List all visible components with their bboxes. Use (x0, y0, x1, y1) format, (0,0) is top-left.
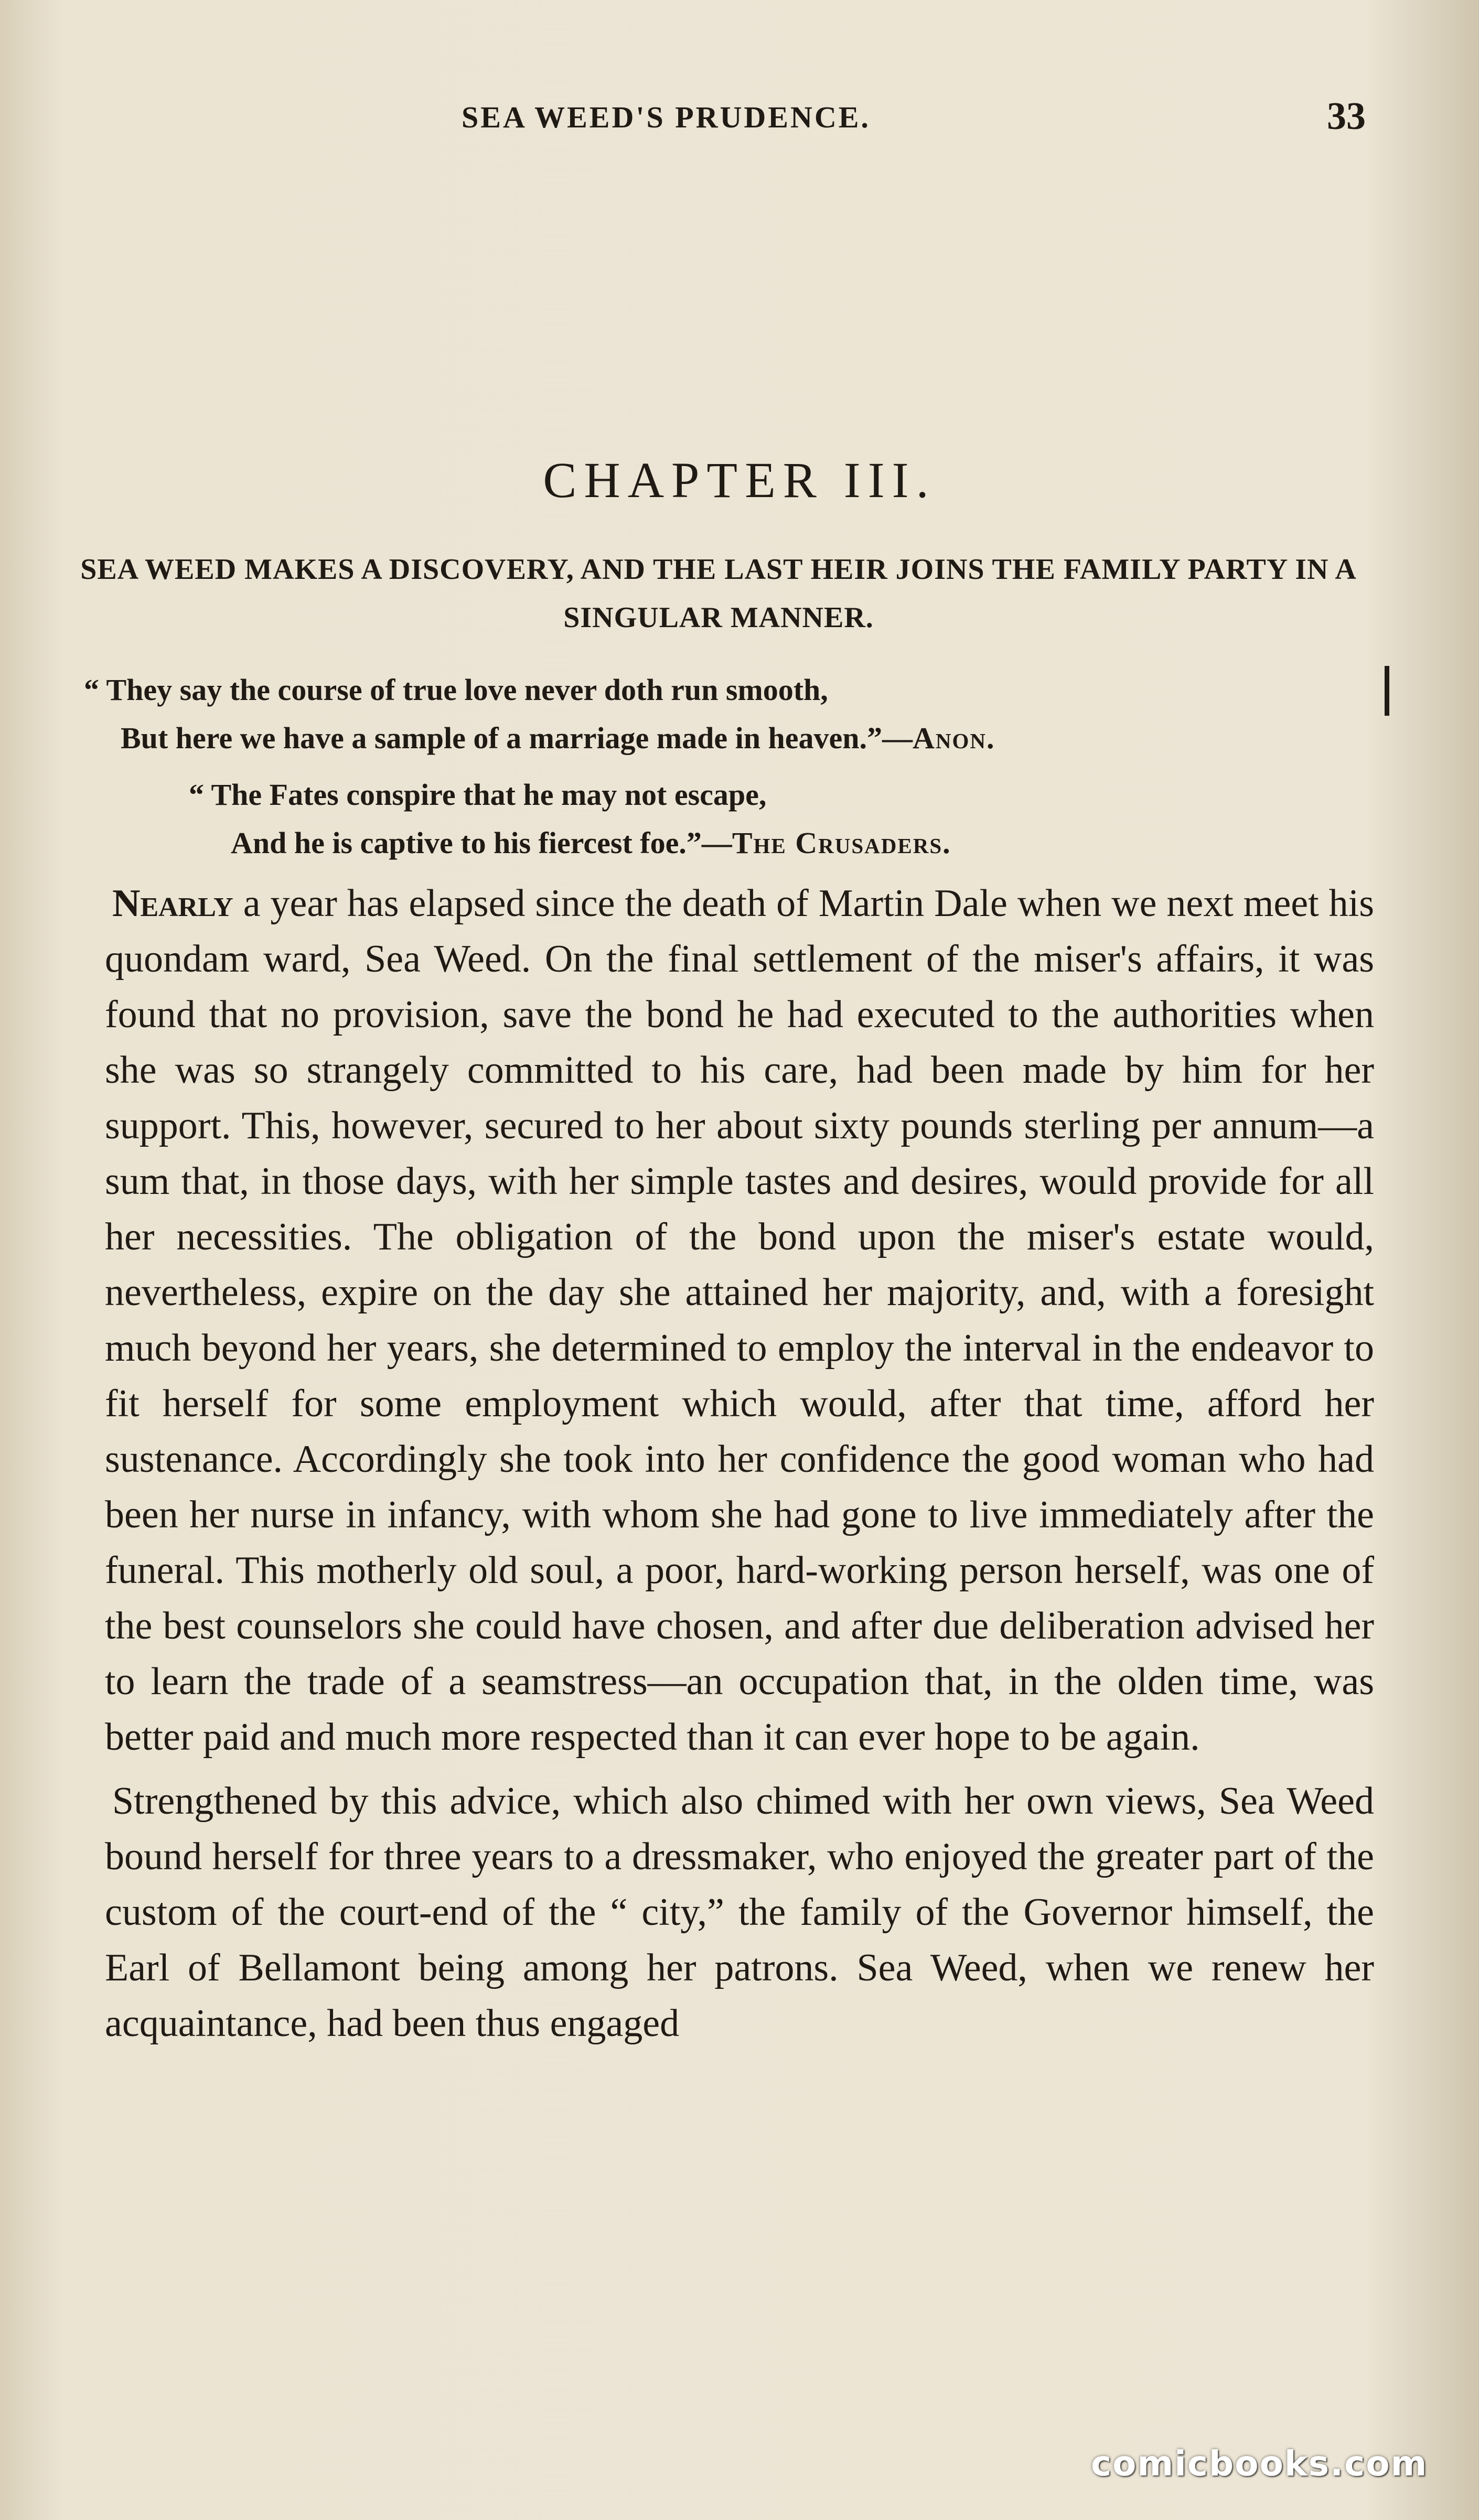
lead-word: Nearly (112, 882, 233, 925)
epigraph-1-line-2 (84, 714, 1395, 762)
epigraph-1 (84, 666, 1395, 762)
paragraph-1-text: a year has elapsed since the death of Martin Dale when we next meet his quondam ward, Sea Weed. On the final settlement of the miser's affairs, it was found that no provision, save the bond he had executed to the authorities when she was so strangely committed to his care, had been made by him for her support. This, however, secured to her about sixty pounds sterling per annum—a sum that, in those days, with her simple tastes and desires, would provide for all her necessities. The obligation of the bond upon the miser's estate would, nevertheless, expire on the day she attained her majority, and, with a foresight much beyond her years, she determined to employ the interval in the endeavor to fit herself for some employment which would, after that time, afford her sustenance. Accordingly she took into her confidence the good woman who had been her nurse in infancy, with whom she had gone to live immediately after the funeral. This motherly old soul, a poor, hard-working person herself, was one of the best counselors she could have chosen, and after due deliberation advised her to learn the trade of a seamstress—an occupation that, in the olden time, was better paid and much more respected than it can ever hope to be again. (105, 882, 1374, 1759)
epigraph-2-line-2 (189, 819, 1395, 867)
epigraph-2-line-2-text: And he is captive to his fiercest foe.”— (231, 826, 732, 860)
chapter-subtitle: SEA WEED MAKES A DISCOVERY, AND THE LAST HEIR JOINS THE FAMILY PARTY IN A SINGULAR MANNER. (80, 553, 1357, 634)
epigraph-2-line-1: “ The Fates conspire that he may not escape, (189, 778, 767, 812)
epigraph-2 (189, 771, 1395, 867)
margin-mark (1385, 666, 1389, 716)
epigraph-1-line-2-text: But here we have a sample of a marriage made in heaven.”— (121, 721, 913, 755)
epigraph-1-line-1: “ They say the course of true love never doth run smooth, (84, 673, 828, 707)
page-number: 33 (1327, 95, 1366, 138)
paragraph-2: Strengthened by this advice, which also chimed with her own views, Sea Weed bound herself for three years to a dressmaker, who enjoyed the greater part of the custom of the court-end of the “ city,” the family of the Governor himself, the Earl of Bellamont being among her patrons. Sea Weed, when we renew her acquaintance, had been thus engaged (105, 1780, 1374, 2045)
chapter-title: CHAPTER III. (543, 452, 936, 508)
epigraph-2-attribution: The Crusaders. (732, 826, 951, 860)
running-head: SEA WEED'S PRUDENCE. (462, 100, 871, 134)
watermark-logo: comicbooks.com (1091, 2443, 1428, 2484)
paragraph-1 (105, 876, 1374, 1765)
epigraph-1-attribution: Anon. (912, 721, 995, 755)
body-text (105, 876, 1374, 2051)
